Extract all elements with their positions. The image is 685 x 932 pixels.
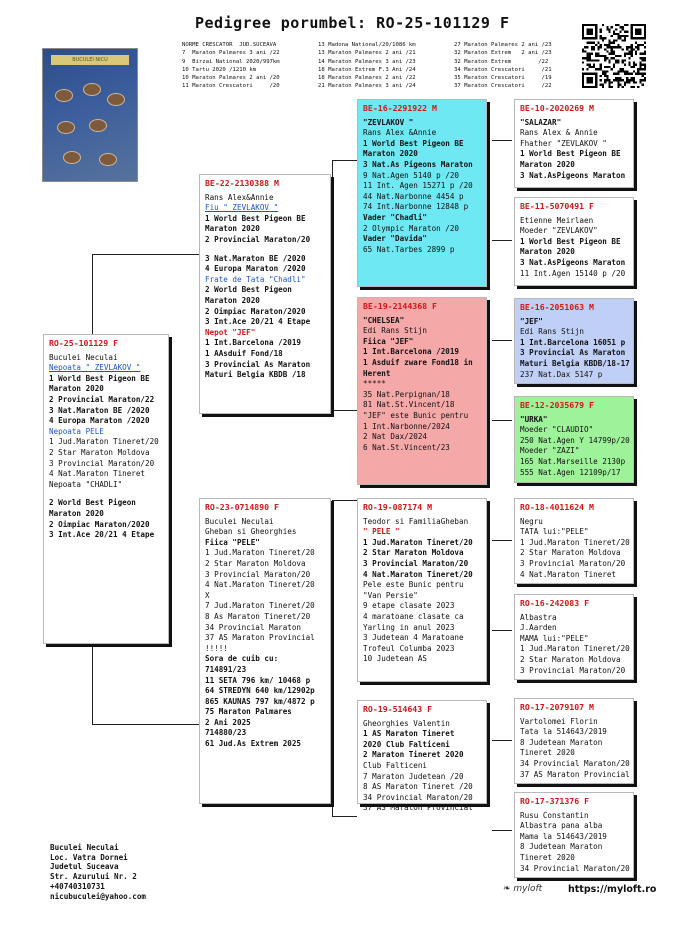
card-line: Maturi Belgia KBDB/18-17 — [520, 358, 630, 368]
card-line: 4 Nat.Maraton Tineret/20 — [363, 569, 473, 579]
card-line: 35 Nat.Perpignan/18 — [363, 389, 450, 399]
card-line: Yarling in anul 2023 — [363, 622, 455, 632]
card-line: 1 Jud.Maraton Tineret/20 — [205, 548, 315, 558]
card-line: 61 Jud.As Extrem 2025 — [205, 739, 302, 749]
card-line: 2 Oimpiac Maraton/2020 — [49, 519, 150, 529]
card-line: 3 Provincial Maraton/20 — [520, 558, 626, 568]
card-line: "SALAZAR" — [520, 117, 562, 127]
card-dam-sire-dam[interactable] — [514, 594, 634, 680]
card-dam[interactable] — [199, 498, 331, 804]
card-line: 4 Europa Maraton /2020 — [205, 264, 306, 274]
ring-number: BE-16-2291922 M — [363, 103, 437, 113]
ring-number: RO-19-087174 M — [363, 502, 433, 512]
card-dam-dam-sire[interactable] — [514, 698, 634, 784]
results-col-2: 13 Madona National/20/1086 km 13 Maraton Palmares 2 ani /21 14 Maraton Palmares 3 ani /23 18 Maraton Extrem F.3 Ani /24 18 Maraton Palmares 2 ani /22 21 Maraton Palmares 3 ani /24 — [318, 42, 416, 90]
card-line: 3 Judetean 4 Maratoane — [363, 633, 464, 643]
card-line: 2 Oimpiac Maraton/2020 — [205, 306, 306, 316]
card-sire-dam-dam[interactable] — [514, 396, 634, 483]
card-line: "JEF" este Bunic pentru — [363, 410, 469, 420]
card-line: 75 Maraton Palmares — [205, 707, 292, 717]
card-line: 1 World Best Pigeon BE — [49, 373, 150, 383]
card-line: 4 Nat.Maraton Tineret — [49, 469, 146, 479]
card-line: 1 Int.Barcelona /2019 — [205, 338, 302, 348]
card-line: Edi Rans Stijn — [520, 327, 585, 337]
card-line: Vader "Chadli" — [363, 212, 428, 222]
card-line: 2 Ani 2025 — [205, 717, 251, 727]
card-line: 2 Nat Dax/2024 — [363, 432, 428, 442]
card-dam-sire[interactable] — [357, 498, 487, 682]
card-line — [205, 246, 325, 254]
card-line: Mama la 514643/2019 — [520, 831, 607, 841]
card-line: 34 Provincial Maraton/20 — [520, 758, 630, 768]
card-line: Buculei Neculai — [49, 352, 118, 362]
card-line: 6 Nat.St.Vincent/23 — [363, 442, 450, 452]
card-line: Nepot "JEF" — [205, 327, 256, 337]
card-line: 1 AS Maraton Tineret — [363, 729, 455, 739]
card-line: Moeder "ZAZI" — [520, 446, 580, 456]
card-line: 2 Star Maraton Moldova — [520, 548, 621, 558]
card-line: 1 Asduif zware Fond18 in — [363, 357, 473, 367]
card-line: Gheban si Gheorghies — [205, 527, 297, 537]
card-line: X — [205, 590, 210, 600]
card-line: 4 Nat.Maraton Tineret — [520, 569, 617, 579]
ring-number: BE-10-2020269 M — [520, 103, 594, 113]
card-line: Moeder "CLAUDIO" — [520, 425, 594, 435]
card-line: Rusu Constantin — [520, 810, 589, 820]
card-line: Nepoata " ZEVLAKOV " — [49, 363, 141, 373]
card-line: 2 Star Maraton Moldova — [205, 558, 306, 568]
card-dam-dam[interactable] — [357, 700, 487, 813]
card-line: Vartolomei Florin — [520, 716, 598, 726]
ring-number: RO-17-2079107 M — [520, 702, 594, 712]
card-line: 34 Provincial Maraton/20 — [363, 792, 473, 802]
ring-number: BE-19-2144368 F — [363, 301, 437, 311]
ring-number: RO-19-514643 F — [363, 704, 433, 714]
card-line: 2 Star Maraton Moldova — [363, 548, 464, 558]
card-line: 2 World Best Pigeon — [49, 498, 136, 508]
card-line: 714880/23 — [205, 728, 247, 738]
card-main-pigeon[interactable] — [43, 334, 169, 644]
card-line: 37 AS Maraton Provincial — [205, 633, 315, 643]
card-line: Pele este Bunic pentru — [363, 580, 464, 590]
card-line: 37 AS Maraton Provincial — [520, 769, 630, 779]
card-line: Edi Rans Stijn — [363, 326, 428, 336]
card-line: Tata la 514643/2019 — [520, 727, 607, 737]
card-line: 2 World Best Pigeon — [205, 285, 292, 295]
card-line: Gheorghies Valentin — [363, 718, 450, 728]
card-line: Tineret 2020 — [520, 852, 575, 862]
card-line: Maraton 2020 — [205, 295, 260, 305]
card-line: "Van Persie" — [363, 590, 418, 600]
ring-number: BE-22-2130388 M — [205, 178, 279, 188]
card-line: 9 Nat.Agen 5140 p /20 — [363, 170, 460, 180]
ring-number: BE-16-2051063 M — [520, 302, 594, 312]
card-line: 865 KAUNAS 797 km/4872 p — [205, 696, 315, 706]
card-line: 8 As Maraton Tineret/20 — [205, 611, 311, 621]
card-line: 1 AAsduif Fond/18 — [205, 348, 283, 358]
card-sire-dam[interactable] — [357, 297, 487, 485]
card-line: 2 Provincial Maraton/20 — [205, 234, 311, 244]
card-line: 3 Nat.AsPigeons Maraton — [520, 170, 626, 180]
card-line: 3 Provincial Maraton/20 — [363, 558, 469, 568]
card-line: 2 Star Maraton Moldova — [49, 447, 150, 457]
card-line: Vader "Davida" — [363, 234, 428, 244]
qr-code-icon — [582, 24, 646, 88]
card-line: Maraton 2020 — [520, 247, 575, 257]
card-line: 3 Int.Ace 20/21 4 Etape — [205, 317, 311, 327]
bird-icon: ❧ — [503, 884, 514, 894]
card-line: 3 Provincial Maraton/20 — [205, 569, 311, 579]
card-line: 3 Nat.Maraton BE /2020 — [205, 253, 306, 263]
card-line: 8 Judetean Maraton — [520, 842, 603, 852]
card-line: 1 Int.Barcelona /2019 — [363, 347, 460, 357]
card-line: 1 World Best Pigeon BE — [363, 138, 464, 148]
ring-number: BE-12-2035679 F — [520, 400, 594, 410]
card-line: 2 Olympic Maraton /20 — [363, 223, 460, 233]
card-line: Etienne Meirlaen — [520, 215, 594, 225]
card-line: Fiica "JEF" — [363, 336, 414, 346]
card-line: 3 Nat.Maraton BE /2020 — [49, 405, 150, 415]
page-title: Pedigree porumbel: RO-25-101129 F — [195, 14, 510, 32]
card-sire-sire-sire[interactable] — [514, 99, 634, 188]
card-line: 34 Provincial Maraton — [205, 622, 302, 632]
card-line: 3 Provincial Maraton/20 — [49, 458, 155, 468]
card-sire[interactable] — [199, 174, 331, 414]
card-line: Albastra pana alba — [520, 821, 603, 831]
card-line: 34 Provincial Maraton/20 — [520, 863, 630, 873]
card-line: 3 Provincial Maraton/20 — [520, 665, 626, 675]
card-line: 2020 Club Falticeni — [363, 739, 450, 749]
card-line: 237 Nat.Dax 5147 p — [520, 369, 603, 379]
card-line: 4 Europa Maraton /2020 — [49, 416, 150, 426]
card-line: Maraton 2020 — [49, 508, 104, 518]
website-link[interactable]: https://myloft.ro — [568, 884, 657, 895]
card-line: MAMA lui:"PELE" — [520, 633, 589, 643]
ring-number: BE-11-5070491 F — [520, 201, 594, 211]
card-line: Maraton 2020 — [205, 224, 260, 234]
results-col-3: 27 Maraton Palmares 2 ani /23 32 Maraton Extrem 2 ani /23 32 Maraton Extrem /22 34 Maraton Crescatori /21 35 Maraton Crescatori /19 37 Maraton Crescatori /22 — [454, 42, 552, 90]
ring-number: RO-25-101129 F — [49, 338, 119, 348]
card-line: 3 Provincial As Maraton — [520, 348, 626, 358]
card-line: J.Aarden — [520, 623, 557, 633]
card-line: 11 Int.Agen 15140 p /20 — [520, 268, 626, 278]
card-line: 1 Int.Barcelona 16051 p — [520, 337, 626, 347]
card-line: Frate de Tata "Chadli" — [205, 274, 306, 284]
card-line: Fiica "PELE" — [205, 537, 260, 547]
card-line: Sora de cuib cu: — [205, 654, 279, 664]
ring-number: RO-23-0714890 F — [205, 502, 279, 512]
card-line: Fiu " ZEVLAKOV " — [205, 203, 279, 213]
card-line: Maraton 2020 — [363, 149, 418, 159]
card-line: 7 Maraton Judetean /20 — [363, 771, 464, 781]
card-line: 9 etape clasate 2023 — [363, 601, 455, 611]
card-line: Trofeul Columba 2023 — [363, 643, 455, 653]
myloft-logo: ❧ myloft — [503, 884, 543, 894]
card-line: " PELE " — [363, 527, 400, 537]
card-dam-dam-dam[interactable] — [514, 792, 634, 878]
card-line: 250 Nat.Agen Y 14799p/20 — [520, 435, 630, 445]
card-line: Maraton 2020 — [520, 159, 575, 169]
card-line: 4 Nat.Maraton Tineret/20 — [205, 580, 315, 590]
card-line: Club Falticeni — [363, 760, 428, 770]
card-line: !!!!! — [205, 643, 228, 653]
card-sire-sire[interactable] — [357, 99, 487, 287]
card-line: 8 Judetean Maraton — [520, 737, 603, 747]
card-line: 1 Jud.Maraton Tineret/20 — [49, 437, 159, 447]
card-line: 2 Star Maraton Moldova — [520, 654, 621, 664]
card-line: 3 Nat.As Pigeons Maraton — [363, 159, 473, 169]
card-line: 7 Jud.Maraton Tineret/20 — [205, 601, 315, 611]
pigeon-photo — [42, 48, 138, 182]
card-line: 3 Int.Ace 20/21 4 Etape — [49, 530, 155, 540]
card-line: 11 Int. Agen 15271 p /20 — [363, 181, 473, 191]
card-line: 44 Nat.Narbonne 4454 p — [363, 191, 464, 201]
card-line: 714891/23 — [205, 664, 247, 674]
card-line: 1 World Best Pigeon BE — [520, 149, 621, 159]
card-line: Maraton 2020 — [49, 384, 104, 394]
card-line: "JEF" — [520, 316, 543, 326]
card-line: 1 World Best Pigeon BE — [520, 236, 621, 246]
ring-number: RO-16-242083 F — [520, 598, 590, 608]
results-col-1: NORME CRESCATOR JUD.SUCEAVA 7 Maraton Palmares 3 ani /22 9 Birzai National 2020/997km 10 Tartu 2020 /1210 km 10 Maraton Palmares 2 ani /20 11 Maraton Crescatori /20 — [182, 42, 280, 90]
card-line: ***** — [363, 379, 386, 389]
card-sire-dam-sire[interactable] — [514, 298, 634, 384]
card-line: Teodor si FamiliaGheban — [363, 516, 469, 526]
card-line: 1 World Best Pigeon BE — [205, 213, 306, 223]
card-line: "CHELSEA" — [363, 315, 405, 325]
card-line: 81 Nat.St.Vincent/18 — [363, 400, 455, 410]
ring-number: RO-18-4011624 M — [520, 502, 594, 512]
card-line: Tineret 2020 — [520, 748, 575, 758]
card-line: Negru — [520, 516, 543, 526]
card-line: 11 SETA 796 km/ 10468 p — [205, 675, 311, 685]
card-line: 1 Int.Narbonne/2024 — [363, 421, 450, 431]
card-line: 1 Jud.Maraton Tineret/20 — [520, 644, 630, 654]
ring-number: RO-17-371376 F — [520, 796, 590, 806]
card-line: Fhather "ZEVLAKOV " — [520, 138, 607, 148]
owner-contact: Buculei Neculai Loc. Vatra Dornei Judetul Suceava Str. Azurului Nr. 2 +40740310731 nicubuculei@yahoo.com — [50, 843, 147, 901]
card-line: "URKA" — [520, 414, 548, 424]
card-line: Rans Alex &Annie — [363, 128, 437, 138]
card-line: 37 AS Maraton Provincial — [363, 803, 473, 813]
card-line: Maturi Belgia KBDB /18 — [205, 370, 306, 380]
card-line: 65 Nat.Tarbes 2899 p — [363, 244, 455, 254]
card-line: Herent — [363, 368, 391, 378]
card-line: Albastra — [520, 612, 557, 622]
card-line: 64 STREDYN 640 km/12902p — [205, 686, 315, 696]
photo-label: BUCULEI NICU — [51, 55, 129, 65]
card-line: Rans Alex&Annie — [205, 192, 274, 202]
card-line: 1 Jud.Maraton Tineret/20 — [520, 537, 630, 547]
card-line: Buculei Neculai — [205, 516, 274, 526]
card-dam-sire-sire[interactable] — [514, 498, 634, 584]
card-line: Nepoata "CHADLI" — [49, 479, 123, 489]
card-line: TATA lui:"PELE" — [520, 527, 589, 537]
card-line: 74 Int.Narbonne 12848 p — [363, 202, 469, 212]
card-line: Rans Alex & Annie — [520, 128, 598, 138]
card-line: Moeder "ZEVLAKOV" — [520, 226, 598, 236]
card-line: 10 Judetean AS — [363, 654, 428, 664]
card-line — [49, 490, 163, 498]
card-line: "ZEVLAKOV " — [363, 117, 414, 127]
card-sire-sire-dam[interactable] — [514, 197, 634, 286]
card-line: Nepoata PELE — [49, 426, 104, 436]
card-line: 555 Nat.Agen 12109p/17 — [520, 467, 621, 477]
card-line: 1 Jud.Maraton Tineret/20 — [363, 537, 473, 547]
card-line: 3 Nat.AsPigeons Maraton — [520, 257, 626, 267]
card-line: 4 maratoane clasate ca — [363, 611, 464, 621]
card-line: 165 Nat.Marseille 2130p — [520, 456, 626, 466]
card-line: 2 Provincial Maraton/22 — [49, 394, 155, 404]
card-line: 8 AS Maraton Tineret /20 — [363, 782, 473, 792]
card-line: 3 Provincial As Maraton — [205, 359, 311, 369]
card-line: 2 Maraton Tineret 2020 — [363, 750, 464, 760]
